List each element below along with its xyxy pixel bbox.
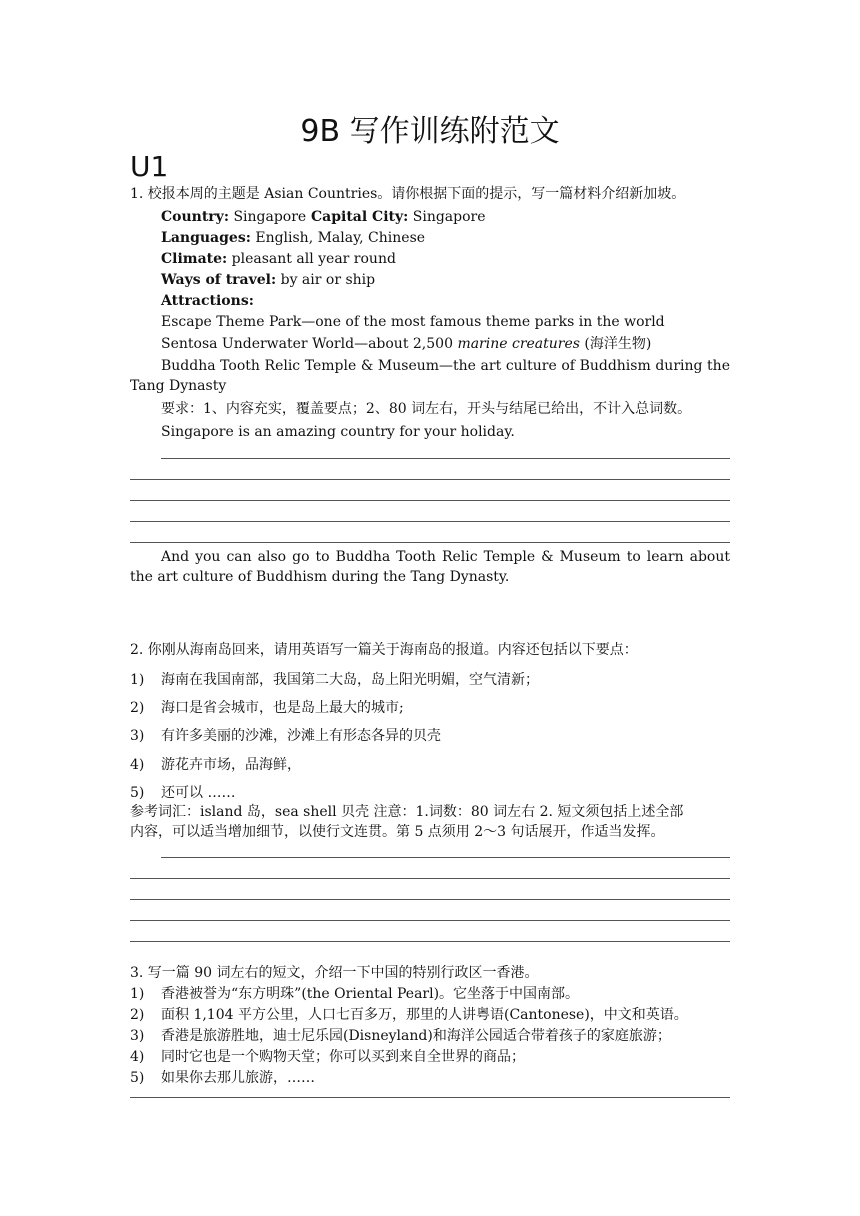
q1-answer-line-4 <box>130 521 730 522</box>
q3-point-4-number: 4) <box>130 1049 145 1065</box>
q2-answer-line-5 <box>130 941 730 942</box>
q3-answer-line-1 <box>130 1097 730 1098</box>
q2-point-2-number: 2) <box>130 700 145 716</box>
q1-attraction-2: Sentosa Underwater World—about 2,500 marine creatures (海洋生物) <box>161 336 652 352</box>
q2-answer-line-2 <box>130 878 730 879</box>
q2-point-3-number: 3) <box>130 728 145 744</box>
q1-ending-sentence: And you can also go to Buddha Tooth Relic Temple & Museum to learn about the art culture of Buddhism during the Tang Dynasty. <box>130 549 730 585</box>
climate-label: Climate: <box>161 251 228 267</box>
q1-attractions-label: Attractions: <box>161 293 254 309</box>
country-label: Country: <box>161 209 229 225</box>
q3-point-1: 香港被誉为“东方明珠”(the Oriental Pearl)。它坐落于中国南部。 <box>161 986 580 1002</box>
travel-value: by air or ship <box>280 272 376 288</box>
q2-point-3: 有许多美丽的沙滩，沙滩上有形态各异的贝壳 <box>161 728 441 744</box>
q1-travel <box>161 270 375 290</box>
q2-point-5: 还可以 …… <box>161 785 236 801</box>
q1-country <box>161 207 306 227</box>
capital-label: Capital City: <box>311 209 409 225</box>
q3-point-3-number: 3) <box>130 1028 145 1044</box>
q2-point-1-number: 1) <box>130 672 145 688</box>
q3-point-3: 香港是旅游胜地，迪士尼乐园(Disneyland)和海洋公园适合带着孩子的家庭旅游； <box>161 1028 671 1044</box>
q1-capital <box>311 207 486 227</box>
q1-attraction-3: Buddha Tooth Relic Temple & Museum—the art culture of Buddhism during the Tang Dynasty <box>130 358 730 394</box>
q2-note-line-2: 内容，可以适当增加细节，以使行文连贯。第 5 点须用 2～3 句话展开，作适当发挥。 <box>130 824 665 840</box>
q2-point-5-number: 5) <box>130 785 145 801</box>
capital-value: Singapore <box>412 209 486 225</box>
q3-point-4: 同时它也是一个购物天堂；你可以买到来自全世界的商品； <box>161 1049 525 1065</box>
q1-answer-line-2 <box>130 479 730 480</box>
q1-requirements: 要求：1、内容充实，覆盖要点；2、80 词左右，开头与结尾已给出，不计入总词数。 <box>161 401 692 417</box>
q2-point-1: 海南在我国南部，我国第二大岛，岛上阳光明媚，空气清新； <box>161 672 539 688</box>
q3-prompt: 3. 写一篇 90 词左右的短文，介绍一下中国的特别行政区一香港。 <box>130 965 539 981</box>
q2-answer-line-1 <box>161 857 730 858</box>
q2-answer-line-4 <box>130 920 730 921</box>
q1-answer-line-5 <box>130 542 730 543</box>
q2-point-2: 海口是省会城市，也是岛上最大的城市; <box>161 700 404 716</box>
q2-point-4-number: 4) <box>130 757 145 773</box>
q1-prompt: 1. 校报本周的主题是 Asian Countries。请你根据下面的提示，写一篇材料介绍新加坡。 <box>130 186 686 202</box>
q3-point-2-number: 2) <box>130 1007 145 1023</box>
travel-label: Ways of travel: <box>161 272 277 288</box>
q3-point-2: 面积 1,104 平方公里，人口七百多万，那里的人讲粤语(Cantonese)，中文和英语。 <box>161 1007 688 1023</box>
q1-answer-line-3 <box>130 500 730 501</box>
q3-point-5-number: 5) <box>130 1070 145 1086</box>
country-value: Singapore <box>233 209 307 225</box>
q2-note-line-1: 参考词汇：island 岛，sea shell 贝壳 注意：1.词数：80 词左右 2. 短文须包括上述全部 <box>130 804 684 820</box>
q1-climate <box>161 249 396 269</box>
q1-languages <box>161 228 425 248</box>
page-title: 9B 写作训练附范文 <box>300 114 560 149</box>
unit-heading: U1 <box>130 150 169 183</box>
q2-point-4: 游花卉市场，品海鲜， <box>161 757 301 773</box>
q1-opening-sentence: Singapore is an amazing country for your holiday. <box>161 424 515 440</box>
languages-label: Languages: <box>161 230 251 246</box>
climate-value: pleasant all year round <box>231 251 396 267</box>
q3-point-1-number: 1) <box>130 986 145 1002</box>
q1-answer-line-1 <box>161 458 730 459</box>
q3-point-5: 如果你去那儿旅游，…… <box>161 1070 315 1086</box>
q2-prompt: 2. 你刚从海南岛回来，请用英语写一篇关于海南岛的报道。内容还包括以下要点： <box>130 642 638 658</box>
q2-answer-line-3 <box>130 899 730 900</box>
q1-attraction-1: Escape Theme Park—one of the most famous theme parks in the world <box>161 314 665 330</box>
languages-value: English, Malay, Chinese <box>255 230 426 246</box>
